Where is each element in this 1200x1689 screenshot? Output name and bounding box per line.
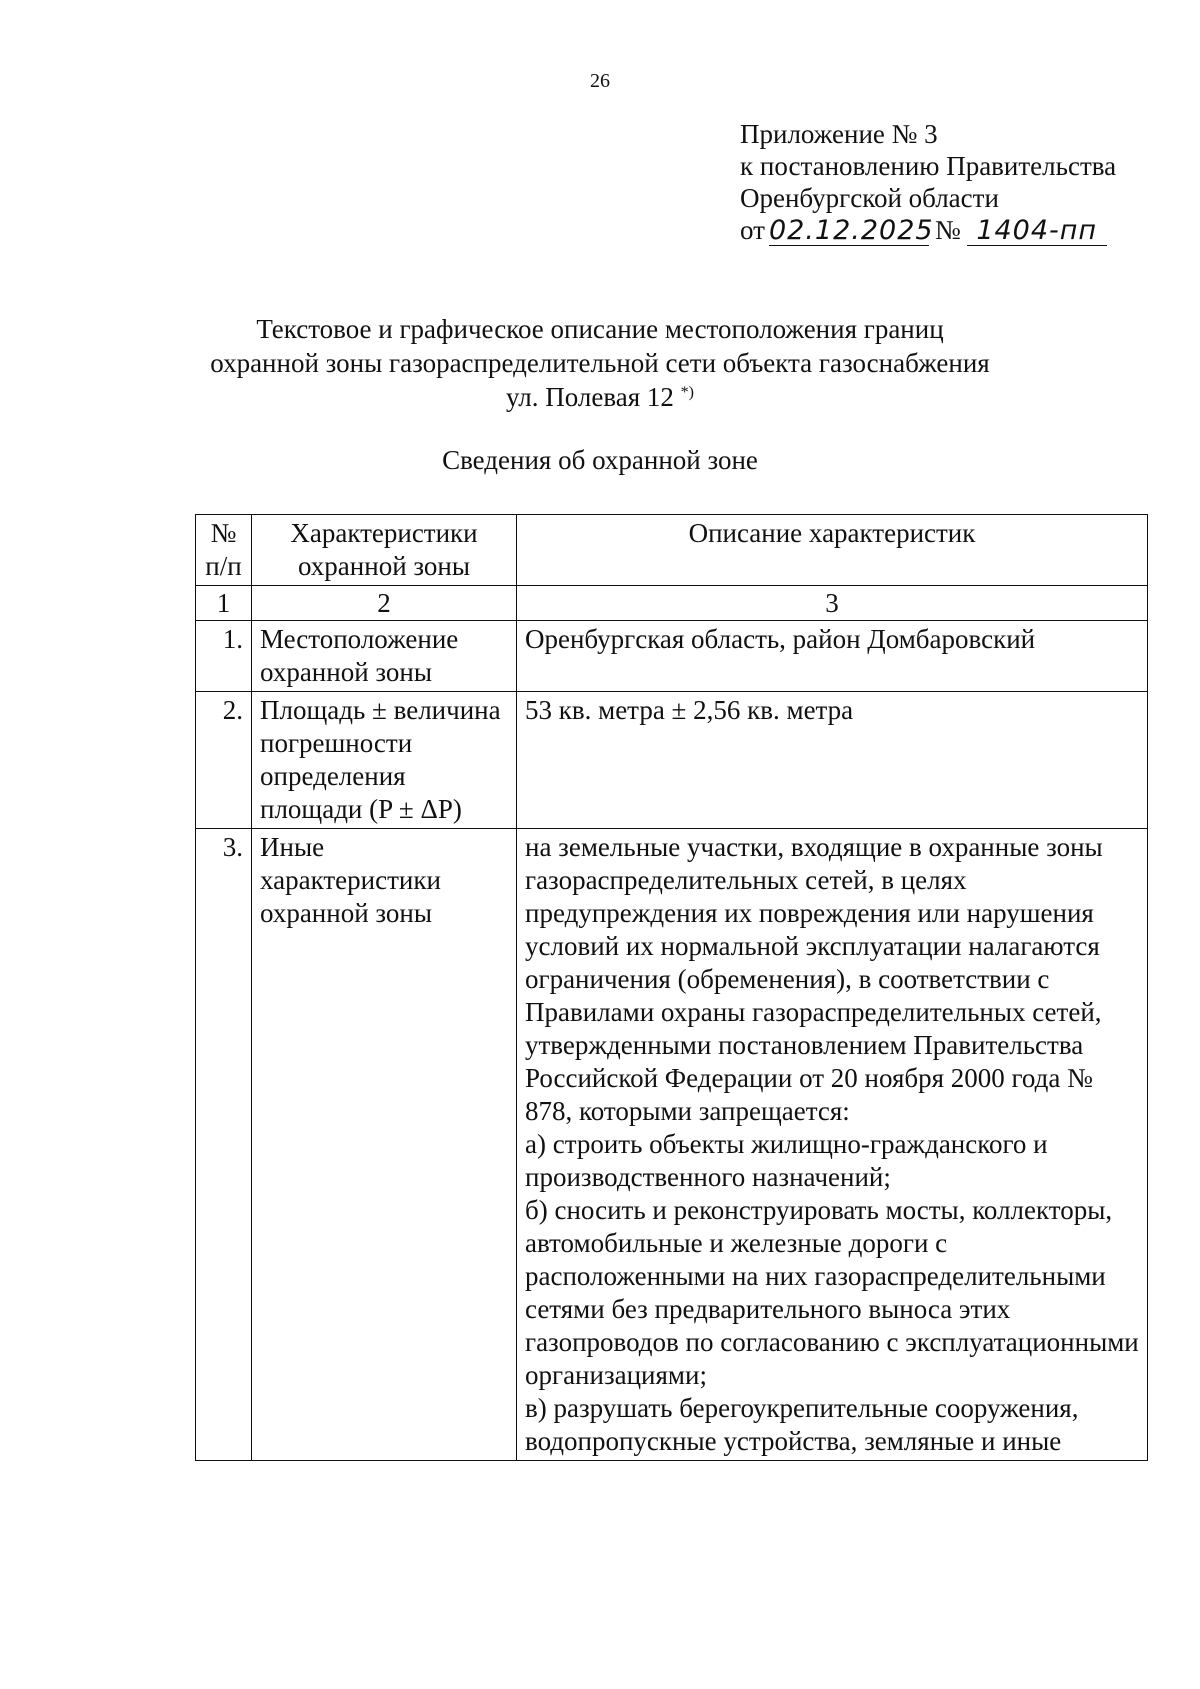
handwritten-date: 02.12.2025 xyxy=(768,215,934,246)
row-name: Местоположение охранной зоны xyxy=(252,621,517,692)
document-title xyxy=(0,312,1200,414)
table-row xyxy=(196,692,1148,829)
appendix-resolution: к постановлению Правительства xyxy=(740,151,1117,181)
number-label: № xyxy=(934,215,961,245)
row-description: Оренбургская область, район Домбаровский xyxy=(517,621,1148,692)
title-address: ул. Полевая 12 xyxy=(505,382,674,412)
column-number: 2 xyxy=(252,586,517,621)
handwritten-number: 1404-пп xyxy=(967,217,1107,246)
column-number: 3 xyxy=(517,586,1148,621)
title-line-3 xyxy=(0,380,1200,414)
header-cell: № п/п xyxy=(196,515,252,586)
column-number: 1 xyxy=(196,586,252,621)
footnote-mark: *) xyxy=(680,384,694,401)
row-number: 2. xyxy=(196,692,252,829)
column-number-row xyxy=(196,586,1148,621)
title-line-1: Текстовое и графическое описание местоположения границ xyxy=(256,314,944,344)
row-number: 1. xyxy=(196,621,252,692)
zone-table xyxy=(195,514,1148,1461)
appendix-region: Оренбургской области xyxy=(740,183,999,213)
table-row xyxy=(196,829,1148,1461)
row-number: 3. xyxy=(196,829,252,1461)
appendix-title: Приложение № 3 xyxy=(740,119,938,149)
row-name: Площадь ± величина погрешности определения площади (P ± ΔP) xyxy=(252,692,517,829)
title-line-2: охранной зоны газораспределительной сети объекта газоснабжения xyxy=(210,348,990,378)
page-number: 26 xyxy=(590,70,610,92)
table-row xyxy=(196,621,1148,692)
appendix-date-line xyxy=(740,214,1116,246)
header-cell: Характеристики охранной зоны xyxy=(252,515,517,586)
row-name: Иные характеристики охранной зоны xyxy=(252,829,517,1461)
header-cell: Описание характеристик xyxy=(517,515,1148,586)
appendix-block xyxy=(740,118,1116,246)
from-label: от xyxy=(740,215,765,245)
table-header-row xyxy=(196,515,1148,586)
row-description: 53 кв. метра ± 2,56 кв. метра xyxy=(517,692,1148,829)
row-description: на земельные участки, входящие в охранные зоны газораспределительных сетей, в целях предупреждения их повреждения или нарушения условий их нормальной эксплуатации налагаются ограничения (обременения), в соответствии с Правилами охраны газораспределительных сетей, утвержденными постановлением Правительства Российской Федерации от 20 ноября 2000 года № 878, которыми запрещается: а) строить объекты жилищно-гражданского и производственного назначений; б) сносить и реконструировать мосты, коллекторы, автомобильные и железные дороги с расположенными на них газораспределительными сетями без предварительного выноса этих газопроводов по согласованию с эксплуатационными организациями; в) разрушать берегоукрепительные сооружения, водопропускные устройства, земляные и иные xyxy=(517,829,1148,1461)
section-subtitle: Сведения об охранной зоне xyxy=(442,445,758,475)
